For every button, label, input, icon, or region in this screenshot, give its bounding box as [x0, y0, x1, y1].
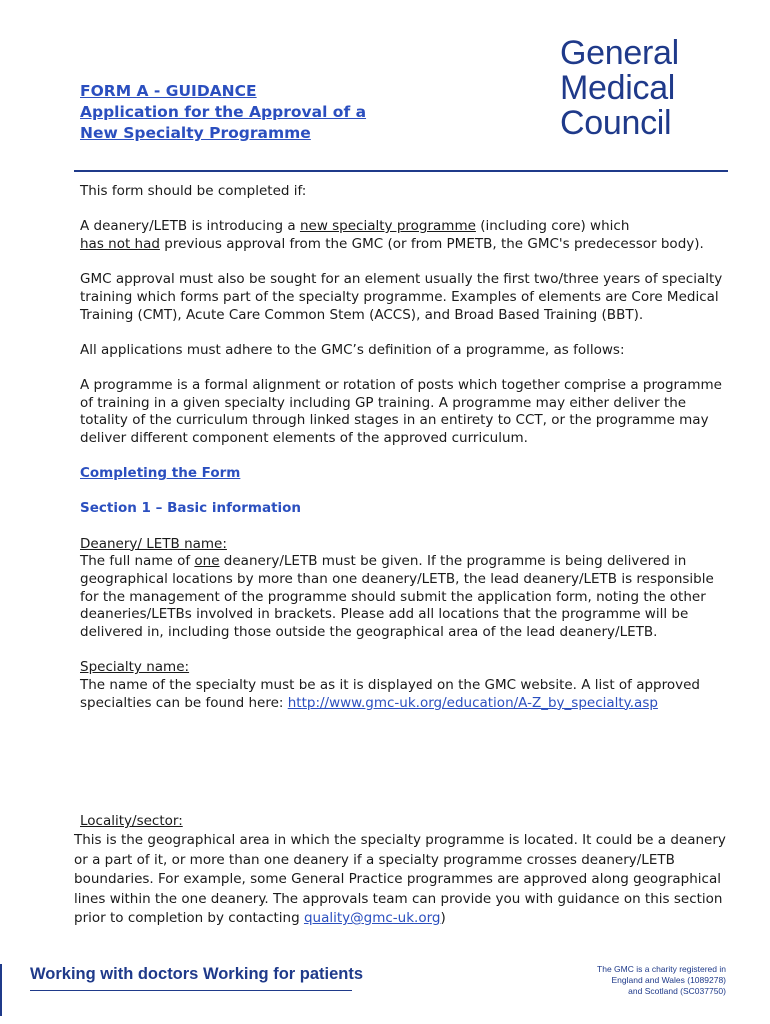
completing-form-heading: Completing the Form	[80, 465, 241, 482]
deanery-text-a: The full name of	[80, 553, 195, 570]
new-specialty-programme-term: new specialty programme	[299, 218, 476, 235]
charity-notice	[560, 964, 726, 997]
page-title	[80, 81, 540, 144]
approval-elements-paragraph: GMC approval must also be sought for an element usually the first two/three years of specialty training which forms part of the specialty programme. Examples of elements are Core Medical Training (CMT), Acute Care Common Stem (ACCS), and Broad Based Training (BBT).	[80, 271, 723, 323]
intro-condition	[80, 218, 730, 253]
title-application: Application for the Approval of a	[80, 103, 367, 121]
logo-line-medical: Medical	[560, 69, 676, 107]
charity-line-2: England and Wales (1089278)	[611, 975, 726, 985]
intro-line: This form should be completed if:	[80, 183, 307, 199]
logo-line-general: General	[560, 34, 679, 72]
quality-email-link[interactable]: quality@gmc-uk.org	[303, 910, 441, 926]
locality-section	[74, 812, 734, 929]
locality-label: Locality/sector:	[80, 813, 183, 829]
charity-line-3: and Scotland (SC037750)	[628, 986, 726, 996]
charity-line-1: The GMC is a charity registered in	[597, 964, 726, 974]
intro-condition-text-b: (including core) which	[475, 218, 630, 235]
footer-underline	[30, 990, 352, 991]
deanery-text-b: deanery/LETB must be given. If the programme is being delivered in geographical locations by more than one deanery/LETB, the lead deanery/LETB is responsible for the management of the programme should submit the application form, noting the other deaneries/LETBs involved in brackets. Please add all locations that the programme will be delivered in, including those outside the geographical area of the lead deanery/LETB.	[80, 553, 714, 641]
specialties-link[interactable]: http://www.gmc-uk.org/education/A-Z_by_specialty.asp	[287, 694, 658, 711]
programme-definition: A programme is a formal alignment or rotation of posts which together comprise a programme of training in a given specialty including GP training. A programme may either deliver the totality of the curriculum through linked stages in an entirety to CCT, or the programme may deliver different component elements of the approved curriculum.	[80, 376, 722, 447]
title-form-a: FORM A - GUIDANCE	[80, 82, 257, 100]
specialty-text: The name of the specialty must be as it is displayed on the GMC website. A list of approved specialties can be found here:	[80, 677, 701, 711]
intro-condition-text-c: previous approval from the GMC (or from PMETB, the GMC's predecessor body).	[159, 235, 704, 252]
footer-slogan: Working with doctors Working for patients	[30, 965, 364, 983]
guidance-body	[80, 183, 730, 730]
has-not-had-term: has not had	[80, 235, 160, 252]
definition-intro: All applications must adhere to the GMC’s definition of a programme, as follows:	[80, 341, 625, 358]
intro-condition-text-a: A deanery/LETB is introducing a	[80, 218, 300, 235]
gmc-logo	[560, 36, 730, 141]
header-divider	[74, 170, 728, 172]
footer-accent-bar	[0, 964, 2, 1016]
deanery-section	[80, 536, 730, 642]
locality-text: This is the geographical area in which the specialty programme is located. It could be a deanery or a part of it, or more than one deanery if a specialty programme crosses deanery/LETB boundaries. For example, some General Practice programmes are approved along geographical lines within the one deanery. The approvals team can provide you with guidance on this section prior to completion by contacting	[74, 832, 726, 926]
deanery-label: Deanery/ LETB name:	[80, 535, 227, 552]
section1-heading: Section 1 – Basic information	[80, 500, 302, 517]
locality-tail: )	[440, 910, 446, 926]
specialty-section	[80, 659, 730, 712]
specialty-label: Specialty name:	[80, 659, 190, 676]
logo-line-council: Council	[560, 104, 672, 142]
one-term: one	[194, 553, 220, 570]
title-new-programme: New Specialty Programme	[80, 124, 311, 142]
